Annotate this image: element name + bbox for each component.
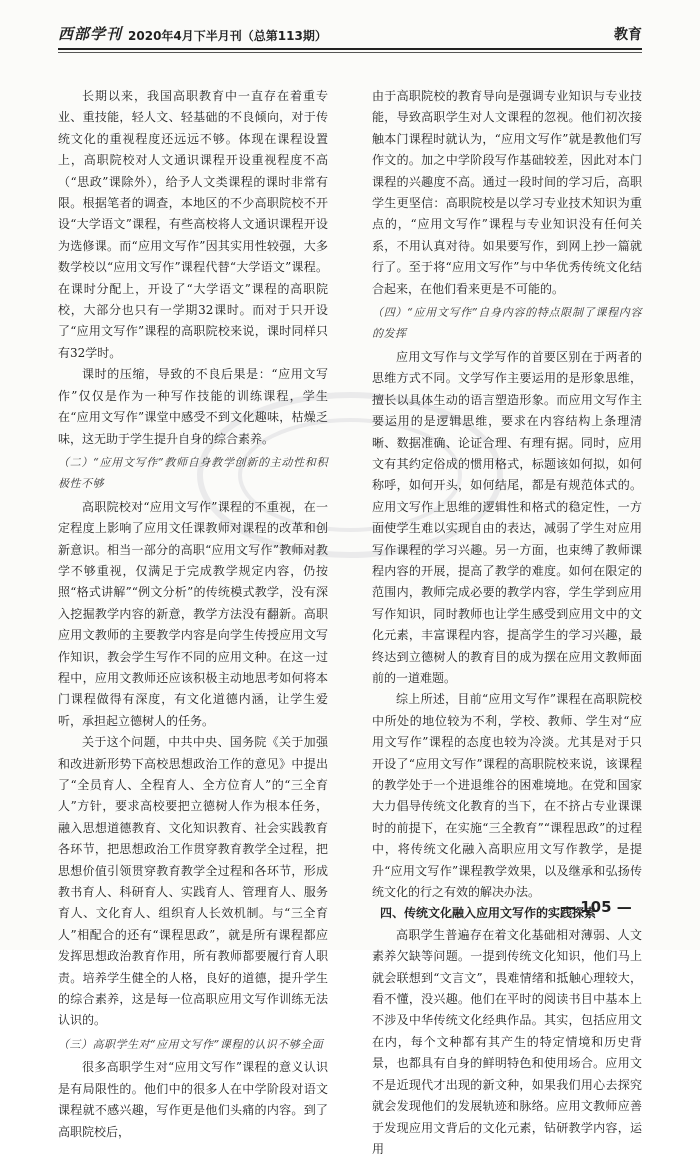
paragraph: 应用文写作与文学写作的首要区别在于两者的思维方式不同。文学写作主要运用的是形象思维，擅长以具体生动的语言塑造形象。而应用文写作主要运用的是逻辑思维，要求在内容结构上条理清晰、数据准确、论证合理、有理有据。同时，应用文有其约定俗成的惯用格式，标题该如何拟，如何称呼，如何开头，如何结尾，都是有规范体式的。应用文写作上思维的逻辑性和格式的稳定性，一方面使学生难以实现自由的表达，减弱了学生对应用写作课程的学习兴趣。另一方面，也束缚了教师课程内容的开展，提高了教学的难度。如何在限定的范围内，教师完成必要的教学内容，学生学到应用写作知识，同时教师也让学生感受到应用文中的文化元素，丰富课程内容，提高学生的学习兴趣，最终达到立德树人的教育目的成为摆在应用文教师面前的一道难题。 — [372, 349, 642, 685]
header-rule-thin — [58, 52, 642, 53]
subheading: （三）高职学生对“应用文写作”课程的认识不够全面 — [58, 1037, 324, 1051]
subheading: （二）“应用文写作”教师自身教学创新的主动性和积极性不够 — [58, 455, 328, 491]
section-label: 教育 — [614, 27, 642, 43]
section-heading: 四、传统文化融入应用文写作的实践探索 — [380, 906, 597, 921]
page-number: — 105 — — [560, 898, 632, 916]
header-left — [58, 23, 327, 44]
paragraph: 很多高职学生对“应用文写作”课程的意义认识是有局限性的。他们中的很多人在中学阶段对语文课程就不感兴趣，写作更是他们头痛的内容。到了高职院校后， — [58, 1060, 328, 1139]
paragraph: 长期以来，我国高职教育中一直存在着重专业、重技能，轻人文、轻基础的不良倾向，对于传统文化的重视程度还远远不够。体现在课程设置上，高职院校对人文通识课程开设重视程度不高（“思政”课除外），给予人文类课程的课时非常有限。根据笔者的调查，本地区的不少高职院校不开设“大学语文”课程，有些高校将人文通识课程开设为选修课。而“应用文写作”因其实用性较强，大多数学校以“应用文写作”课程代替“大学语文”课程。在课时分配上，开设了“大学语文”课程的高职院校，大部分也只有一学期32课时。而对于只开设了“应用文写作”课程的高职院校来说，课时同样只有32学时。 — [58, 89, 328, 360]
paragraph: 高职院校对“应用文写作”课程的不重视，在一定程度上影响了应用文任课教师对课程的改革和创新意识。相当一部分的高职“应用文写作”教师对教学不够重视，仅满足于完成教学规定内容，仍按照“格式讲解”“例文分析”的传统模式教学，没有深入挖掘教学内容的新意，教学方法没有翻新。高职应用文教师的主要教学内容是向学生传授应用文写作知识，教会学生写作不同的应用文种。在这一过程中，应用文教师还应该积极主动地思考如何将本门课程做得有深度，有文化道德内涵，让学生爱听，承担起立德树人的任务。 — [58, 499, 328, 728]
paragraph: 高职学生普遍存在着文化基础相对薄弱、人文素养欠缺等问题。一提到传统文化知识，他们马上就会联想到“文言文”，畏难情绪和抵触心理较大，看不懂，没兴趣。他们在平时的阅读书目中基本上不涉及中华传统文化经典作品。其实，包括应用文在内，每个文种都有其产生的特定情境和历史背景，也都具有自身的鲜明特色和使用场合。应用文不是近现代才出现的新文种，如果我们用心去探究就会发现他们的发展轨迹和脉络。应用文教师应善于发现应用文背后的文化元素，钻研教学内容，运用 — [372, 927, 642, 1156]
right-column — [372, 86, 642, 1160]
paragraph: 综上所述，目前“应用文写作”课程在高职院校中所处的地位较为不利，学校、教师、学生对“应用文写作”课程的态度也较为冷淡。尤其是对于只开设了“应用文写作”课程的高职院校来说，该课程的教学处于一个进退维谷的困难境地。在党和国家大力倡导传统文化教育的当下，在不挤占专业课课时的前提下，在实施“三全教育”“课程思政”的过程中，将传统文化融入高职应用文写作教学，是提升“应用文写作”课程教学效果，以及继承和弘扬传统文化的行之有效的解决办法。 — [372, 692, 642, 900]
header-rule — [58, 48, 642, 50]
left-column — [58, 86, 328, 1143]
journal-title: 西部学刊 — [58, 25, 123, 43]
page-header — [58, 22, 642, 44]
paragraph: 课时的压缩，导致的不良后果是：“应用文写作”仅仅是作为一种写作技能的训练课程，学生在“应用文写作”课堂中感受不到文化趣味，枯燥乏味，这无助于学生提升自身的综合素养。 — [58, 367, 328, 446]
paragraph: 关于这个问题，中共中央、国务院《关于加强和改进新形势下高校思想政治工作的意见》中提出了“全员育人、全程育人、全方位育人”的“三全育人”方针，要求高校要把立德树人作为根本任务，融入思想道德教育、文化知识教育、社会实践教育各环节，把思想政治工作贯穿教育教学全过程，把思想价值引领贯穿教育教学全过程和各环节，形成教书育人、科研育人、实践育人、管理育人、服务育人、文化育人、组织育人长效机制。与“三全育人”相配合的还有“课程思政”，就是所有课程都应发挥思想政治教育作用，所有教师都要履行育人职责。培养学生健全的人格，良好的道德，提升学生的综合素养，这是每一位高职应用文写作训练无法认识的。 — [58, 735, 328, 1028]
subheading: （四）“应用文写作”自身内容的特点限制了课程内容的发挥 — [372, 306, 642, 341]
paragraph: 由于高职院校的教育导向是强调专业知识与专业技能，导致高职学生对人文课程的忽视。他们初次接触本门课程时就认为，“应用文写作”就是教他们写作文的。加之中学阶段写作基础较差，因此对本门课程的兴趣度不高。通过一段时间的学习后，高职学生更坚信：高职院校是以学习专业技术知识为重点的，“应用文写作”课程与专业知识没有任何关系，不用认真对待。如果要写作，到网上抄一篇就行了。至于将“应用文写作”与中华优秀传统文化结合起来，在他们看来更是不可能的。 — [372, 89, 642, 296]
issue-info: 2020年4月下半月刊（总第113期） — [128, 29, 327, 43]
